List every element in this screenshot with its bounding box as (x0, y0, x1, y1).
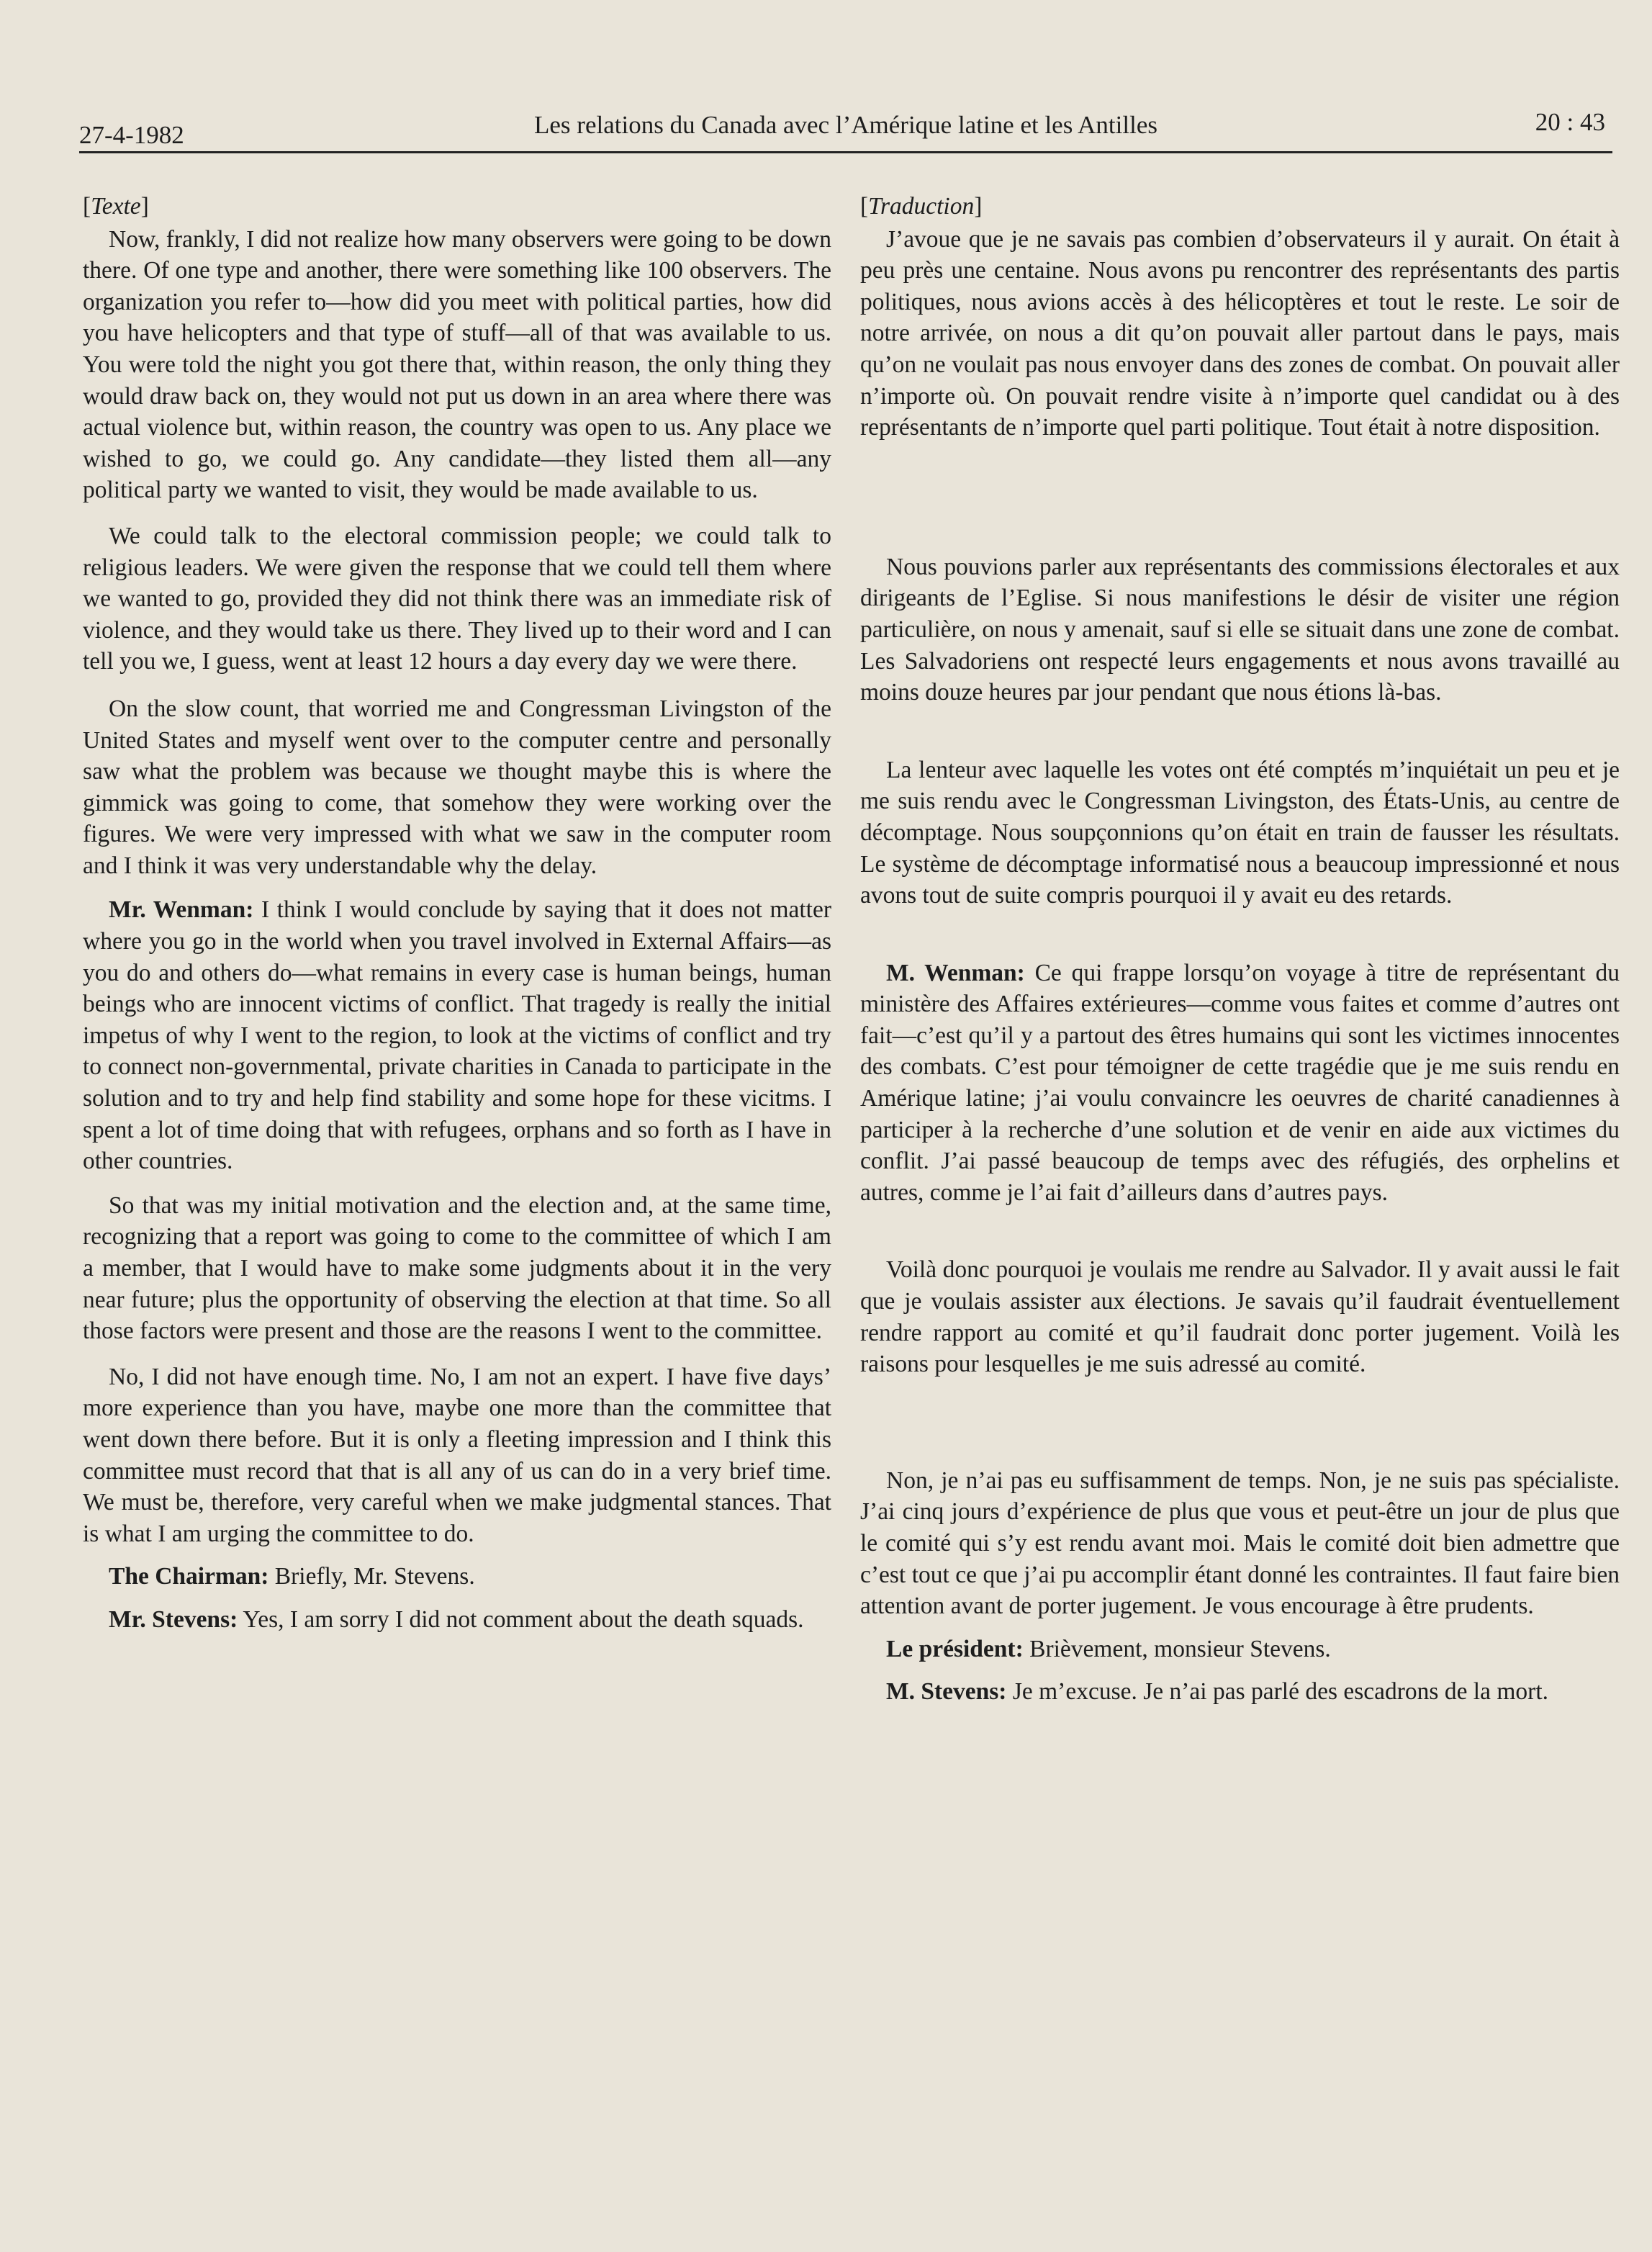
speaker-name: M. Stevens: (886, 1678, 1007, 1706)
page-number: 20 : 43 (1535, 108, 1605, 136)
english-paragraph (83, 1561, 831, 1593)
french-label: [Traduction] (860, 193, 983, 220)
french-paragraph (860, 1634, 1620, 1665)
english-label-text: Texte (91, 193, 141, 220)
speaker-name: Le président: (886, 1635, 1024, 1662)
english-paragraph (83, 1190, 831, 1347)
header-title: Les relations du Canada avec l’Amérique latine et les Antilles (534, 111, 1157, 139)
header-date: 27-4-1982 (79, 121, 184, 149)
paragraph-text: La lenteur avec laquelle les votes ont été comptés m’inquiétait un peu et je me suis rendu avec le Congressman Livingston, des États-Unis, au centre de décomptage. Nous soupçonnions qu’on était en train de fausser les résultats. Le système de décomptage informatisé nous a beaucoup impressionné et nous avons tout de suite compris pourquoi il y avait eu des retards. (860, 756, 1620, 909)
paragraph-text: On the slow count, that worried me and Congressman Livingston of the United States and myself went over to the computer centre and personally saw what the problem was because we thought maybe this is where the gimmick was going to come, that somehow they were working over the figures. We were very impressed with what we saw in the computer room and I think it was very understandable why the delay. (83, 695, 831, 879)
speaker-name: The Chairman: (109, 1563, 269, 1590)
paragraph-text: Briefly, Mr. Stevens. (274, 1563, 475, 1590)
paragraph-text: So that was my initial motivation and the election and, at the same time, recognizing that a report was going to come to the committee of which I am a member, that I would have to make some judgments about it in the very near future; plus the opportunity of observing the election at that time. So all those factors were present and those are the reasons I went to the committee. (83, 1192, 831, 1345)
english-paragraph (83, 1604, 831, 1636)
speaker-name: Mr. Wenman: (109, 896, 254, 924)
english-paragraph (83, 521, 831, 677)
french-column (860, 191, 1620, 1708)
paragraph-text: No, I did not have enough time. No, I am not an expert. I have five days’ more experience than you have, maybe one more than the committee that went down there before. But it is only a fleeting impression and I think this committee must record that that is all any of us can do in a very brief time. We must be, therefore, very careful when we make judgmental stances. That is what I am urging the committee to do. (83, 1363, 831, 1547)
english-label: [Texte] (83, 193, 149, 220)
french-label-text: Traduction (868, 193, 975, 220)
french-paragraph (860, 755, 1620, 911)
paragraph-text: Ce qui frappe lorsqu’on voyage à titre de représentant du ministère des Affaires extérieures—comme vous faites et comme d’autres ont fait—c’est qu’il y a partout des êtres humains qui sont les victimes innocentes des combats. C’est pour témoigner de cette tragédie que je me suis rendu en Amérique latine; j’ai voulu convaincre les oeuvres de charité canadiennes à participer à la recherche d’une solution et de venir en aide aux victimes du conflit. J’ai passé beaucoup de temps avec des réfugiés, des orphelins et autres, comme je l’ai fait d’ailleurs dans d’autres pays. (860, 959, 1620, 1206)
speaker-name: Mr. Stevens: (109, 1605, 238, 1633)
english-column (83, 191, 831, 1636)
speaker-name: M. Wenman: (886, 959, 1025, 986)
french-paragraph (860, 1465, 1620, 1622)
paragraph-text: Nous pouvions parler aux représentants des commissions électorales et aux dirigeants de l’Eglise. Si nous manifestions le désir de visiter une région particulière, on nous y amenait, sauf si elle se situait dans une zone de combat. Les Salvadoriens ont respecté leurs engagements et nous avons travaillé au moins douze heures par jour pendant que nous étions là-bas. (860, 553, 1620, 706)
french-paragraph (860, 958, 1620, 1209)
french-paragraph (860, 551, 1620, 708)
french-paragraph (860, 224, 1620, 443)
paragraph-text: Yes, I am sorry I did not comment about the death squads. (243, 1605, 804, 1633)
paragraph-text: Je m’excuse. Je n’ai pas parlé des escadrons de la mort. (1012, 1678, 1549, 1706)
english-paragraph (83, 1361, 831, 1550)
french-paragraph (860, 1254, 1620, 1379)
english-paragraph (83, 693, 831, 882)
paragraph-text: We could talk to the electoral commission people; we could talk to religious leaders. We were given the response that we could tell them where we wanted to go, provided they did not think there was an immediate risk of violence, and they would take us there. They lived up to their word and I can tell you we, I guess, went at least 12 hours a day every day we were there. (83, 522, 831, 675)
paragraph-text: Brièvement, monsieur Stevens. (1029, 1635, 1331, 1662)
paragraph-text: I think I would conclude by saying that it does not matter where you go in the world when you travel involved in External Affairs—as you do and others do—what remains in every case is human beings, human beings who are innocent victims of conflict. That tragedy is really the initial impetus of why I went to the region, to look at the victims of conflict and try to connect non-governmental, private charities in Canada to participate in the solution and to try and help find stability and some hope for these vicitms. I spent a lot of time doing that with refugees, orphans and so forth as I have in other countries. (83, 896, 832, 1175)
paragraph-text: Voilà donc pourquoi je voulais me rendre au Salvador. Il y avait aussi le fait que je voulais assister aux élections. Je savais qu’il faudrait éventuellement rendre rapport au comité et qu’il faudrait donc porter jugement. Voilà les raisons pour lesquelles je me suis adressé au comité. (860, 1256, 1620, 1378)
french-paragraph (860, 1676, 1620, 1708)
paragraph-text: J’avoue que je ne savais pas combien d’observateurs il y aurait. On était à peu près une centaine. Nous avons pu rencontrer des représentants des partis politiques, nous avions accès à des hélicoptères et tout le reste. Le soir de notre arrivée, on nous a dit qu’on pouvait aller partout dans le pays, mais qu’on ne voulait pas nous envoyer dans des zones de combat. On pouvait aller n’importe où. On pouvait rendre visite à n’importe quel candidat ou à des représentants de n’importe quel parti politique. Tout était à notre disposition. (860, 225, 1620, 441)
english-paragraph (83, 894, 831, 1176)
english-paragraph (83, 224, 831, 506)
paragraph-text: Non, je n’ai pas eu suffisamment de temps. Non, je ne suis pas spécialiste. J’ai cinq jours d’expérience de plus que vous et peut-être un jour de plus que le comité qui s’y est rendu avant moi. Mais le comité doit bien admettre que c’est tout ce que j’ai pu accomplir étant donné les contraintes. Il faut faire bien attention avant de porter jugement. Je vous encourage à être prudents. (860, 1467, 1620, 1620)
running-header (79, 108, 1612, 153)
paragraph-text: Now, frankly, I did not realize how many observers were going to be down there. Of one type and another, there were something like 100 observers. The organization you refer to—how did you meet with political parties, how did you have helicopters and that type of stuff—all of that was available to us. You were told the night you got there that, within reason, the only thing they would draw back on, they would not put us down in an area where there was actual violence but, within reason, the country was open to us. Any place we wished to go, we could go. Any candidate—they listed them all—any political party we wanted to visit, they would be made available to us. (83, 225, 831, 504)
